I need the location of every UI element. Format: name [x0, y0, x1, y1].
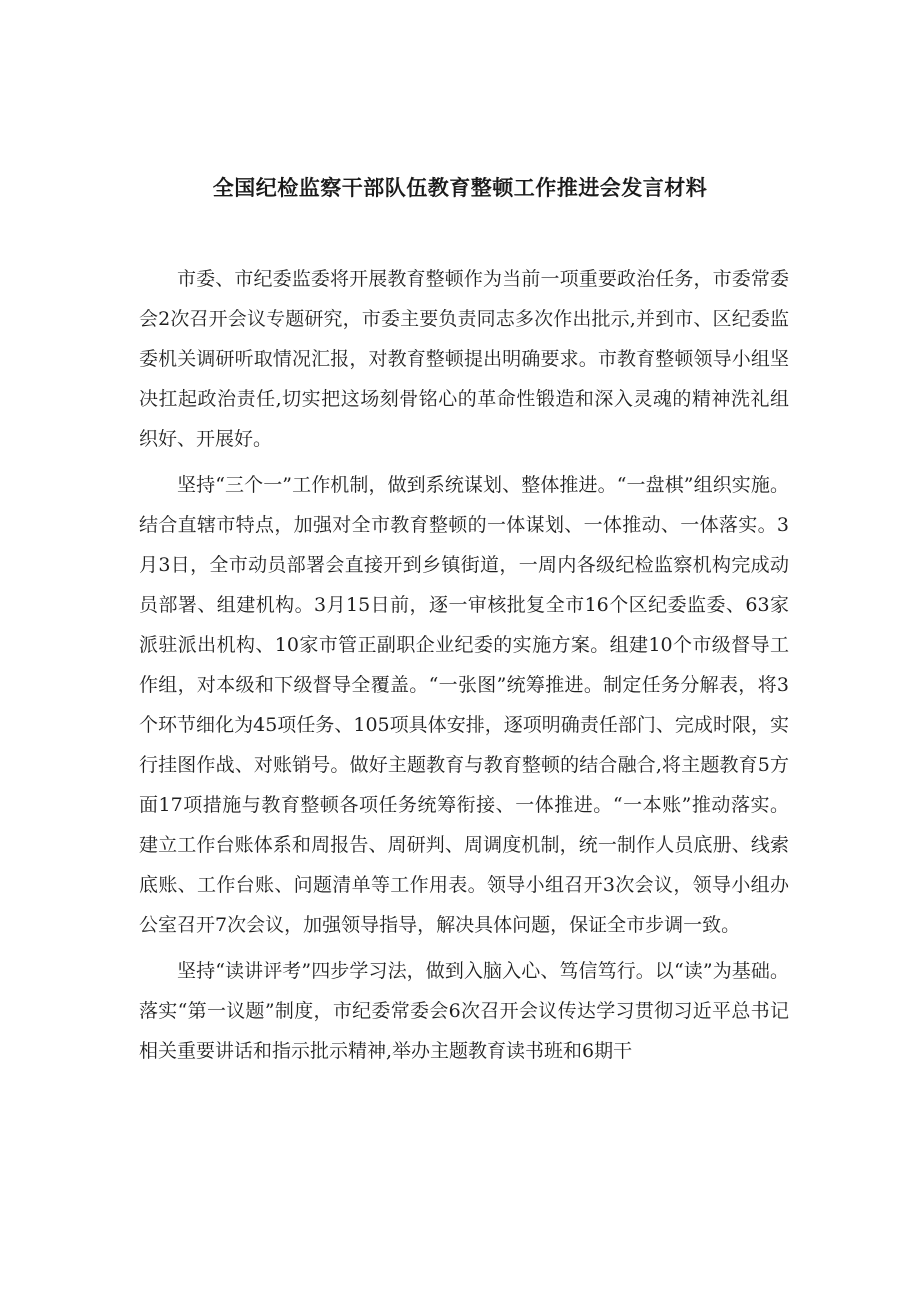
paragraph-3: 坚持“读讲评考”四步学习法，做到入脑入心、笃信笃行。以“读”为基础。落实“第一议题”制度，市纪委常委会6次召开会议传达学习贯彻习近平总书记相关重要讲话和指示批示精神,举办主题教育读书班和6期干	[139, 960, 789, 1062]
paragraph-2: 坚持“三个一”工作机制，做到系统谋划、整体推进。“一盘棋”组织实施。结合直辖市特点，加强对全市教育整顿的一体谋划、一体推动、一体落实。3月3日，全市动员部署会直接开到乡镇街道，一周内各级纪检监察机构完成动员部署、组建机构。3月15日前，逐一审核批复全市16个区纪委监委、63家派驻派出机构、10家市管正副职企业纪委的实施方案。组建10个市级督导工作组，对本级和下级督导全覆盖。“一张图”统筹推进。制定任务分解表，将3个环节细化为45项任务、105项具体安排，逐项明确责任部门、完成时限，实行挂图作战、对账销号。做好主题教育与教育整顿的结合融合,将主题教育5方面17项措施与教育整顿各项任务统筹衔接、一体推进。“一本账”推动落实。建立工作台账体系和周报告、周研判、周调度机制，统一制作人员底册、线索底账、工作台账、问题清单等工作用表。领导小组召开3次会议，领导小组办公室召开7次会议，加强领导指导，解决具体问题，保证全市步调一致。	[139, 474, 789, 936]
paragraph-1: 市委、市纪委监委将开展教育整顿作为当前一项重要政治任务，市委常委会2次召开会议专题研究，市委主要负责同志多次作出批示,并到市、区纪委监委机关调研听取情况汇报，对教育整顿提出明确要求。市教育整顿领导小组坚决扛起政治责任,切实把这场刻骨铭心的革命性锻造和深入灵魂的精神洗礼组织好、开展好。	[139, 268, 789, 450]
document-title: 全国纪检监察干部队伍教育整顿工作推进会发言材料	[212, 176, 708, 200]
document-body	[139, 259, 789, 1077]
